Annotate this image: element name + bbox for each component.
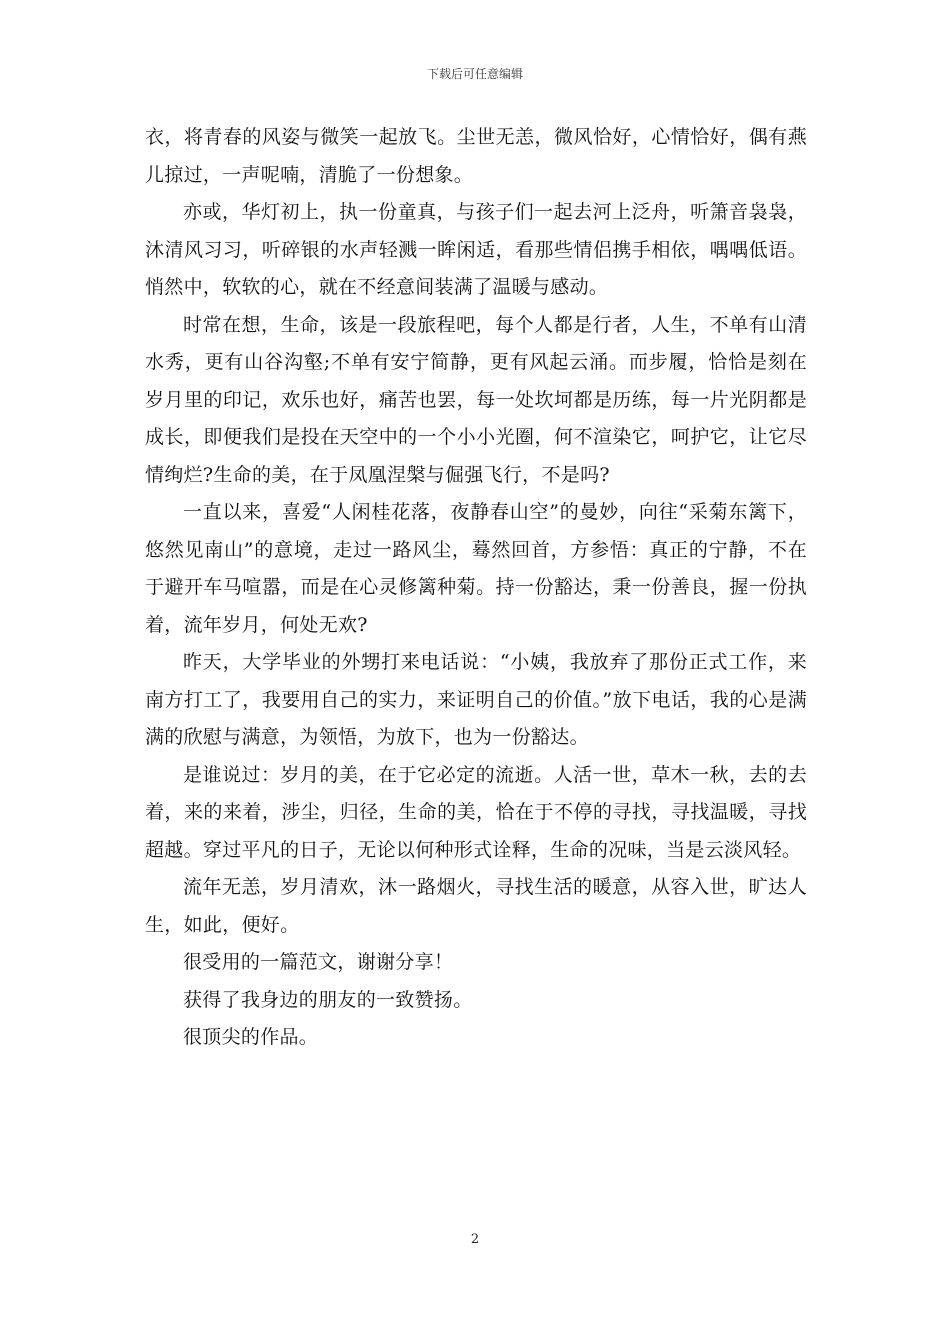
paragraph-7: 流年无恙，岁月清欢，沐一路烟火，寻找生活的暖意，从容入世，旷达人生，如此，便好。 bbox=[145, 876, 807, 936]
paragraph-2: 亦或，华灯初上，执一份童真，与孩子们一起去河上泛舟，听箫音袅袅，沐清风习习，听碎银的水声轻溅一眸闲适，看那些情侣携手相依，喁喁低语。悄然中，软软的心，就在不经意间装满了温暖与感动。 bbox=[145, 201, 807, 298]
paragraph-4: 一直以来，喜爱“人闲桂花落，夜静春山空”的曼妙，向往“采菊东篱下，悠然见南山”的意境，走过一路风尘，蓦然回首，方参悟：真正的宁静，不在于避开车马喧嚣，而是在心灵修篱种菊。持一份豁达，秉一份善良，握一份执着，流年岁月，何处无欢? bbox=[145, 501, 807, 636]
paragraph-1: 衣，将青春的风姿与微笑一起放飞。尘世无恙，微风恰好，心情恰好，偶有燕儿掠过，一声呢喃，清脆了一份想象。 bbox=[145, 126, 807, 186]
paragraph-9: 获得了我身边的朋友的一致赞扬。 bbox=[183, 988, 473, 1011]
paragraph-3: 时常在想，生命，该是一段旅程吧，每个人都是行者，人生，不单有山清水秀，更有山谷沟壑;不单有安宁简静，更有风起云涌。而步履，恰恰是刻在岁月里的印记，欢乐也好，痛苦也罢，每一处坎坷都是历练，每一片光阴都是成长，即便我们是投在天空中的一个小小光圈，何不渲染它，呵护它，让它尽情绚烂?生命的美，在于凤凰涅槃与倔强飞行，不是吗? bbox=[145, 313, 807, 486]
document-body bbox=[145, 119, 807, 1057]
paragraph-8: 很受用的一篇范文，谢谢分享！ bbox=[183, 951, 454, 973]
paragraph-10: 很顶尖的作品。 bbox=[183, 1026, 319, 1048]
paragraph-5: 昨天，大学毕业的外甥打来电话说：“小姨，我放弃了那份正式工作，来南方打工了，我要用自己的实力，来证明自己的价值。”放下电话，我的心是满满的欣慰与满意，为领悟，为放下，也为一份豁达。 bbox=[145, 651, 807, 748]
page-header: 下载后可任意编辑 bbox=[426, 67, 523, 81]
page-number: 2 bbox=[470, 1232, 480, 1247]
paragraph-6: 是谁说过：岁月的美，在于它必定的流逝。人活一世，草木一秋，去的去着，来的来着，涉尘，归径，生命的美，恰在于不停的寻找，寻找温暖，寻找超越。穿过平凡的日子，无论以何种形式诠释，生命的况味，当是云淡风轻。 bbox=[145, 763, 807, 861]
